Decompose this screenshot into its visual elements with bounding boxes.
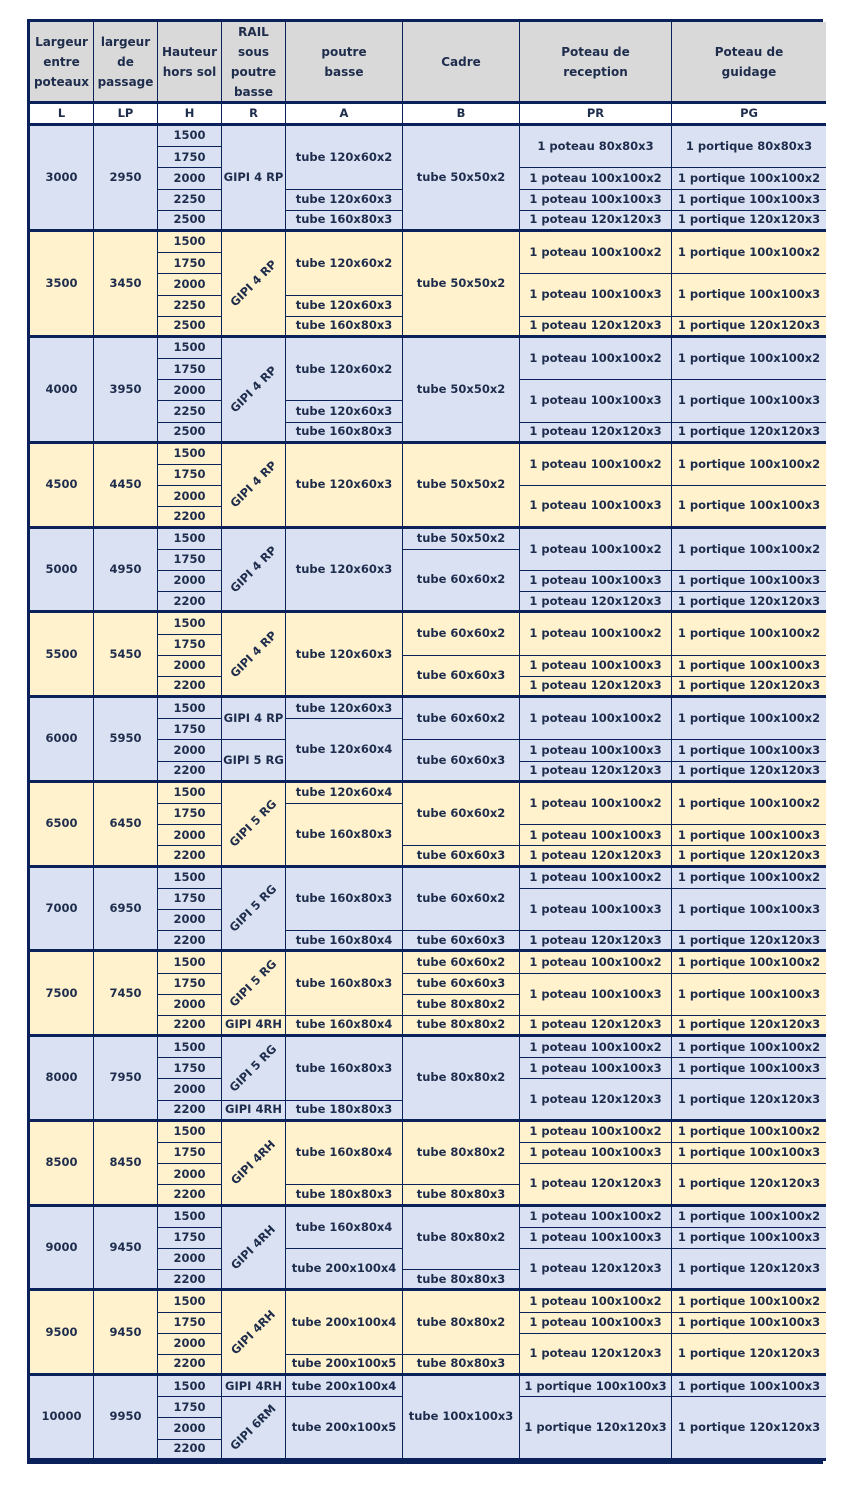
rail-label-rotated: GIPI 4 RP — [227, 256, 280, 310]
cell-cadre: tube 60x60x2 — [403, 550, 520, 614]
cell-poutre-basse: tube 120x60x3 — [286, 190, 403, 211]
header-poteau-reception: Poteau de reception — [520, 22, 672, 104]
cell-poteau-reception: 1 poteau 100x100x2 — [520, 868, 672, 889]
cell-h: 1750 — [158, 804, 222, 825]
cell-h: 1750 — [158, 1228, 222, 1249]
cell-poteau-guidage: 1 portique 100x100x3 — [672, 889, 826, 931]
header-hauteur: Hauteur hors sol — [158, 22, 222, 104]
cell-poteau-guidage: 1 portique 100x100x2 — [672, 1207, 826, 1228]
cell-h: 2200 — [158, 846, 222, 867]
cell-poutre-basse: tube 160x80x3 — [286, 211, 403, 232]
cell-h: 2200 — [158, 1101, 222, 1122]
cell-poteau-guidage: 1 portique 100x100x3 — [672, 571, 826, 592]
cell-cadre: tube 50x50x2 — [403, 126, 520, 232]
cell-h: 2000 — [158, 1079, 222, 1100]
cell-l: 10000 — [30, 1376, 94, 1461]
cell-h: 2000 — [158, 825, 222, 846]
cell-poteau-reception: 1 poteau 100x100x2 — [520, 952, 672, 973]
cell-poteau-reception: 1 poteau 120x120x3 — [520, 423, 672, 444]
cell-h: 1750 — [158, 1143, 222, 1164]
cell-poutre-basse: tube 120x60x4 — [286, 719, 403, 783]
abbr-pg: PG — [672, 104, 826, 126]
cell-h: 1500 — [158, 868, 222, 889]
cell-lp: 6450 — [94, 783, 158, 868]
cell-poutre-basse: tube 120x60x3 — [286, 529, 403, 614]
abbr-h: H — [158, 104, 222, 126]
cell-h: 2500 — [158, 211, 222, 232]
cell-poutre-basse: tube 160x80x3 — [286, 1037, 403, 1101]
cell-rail: GIPI 4 RP — [222, 126, 286, 232]
cell-h: 1500 — [158, 1376, 222, 1397]
cell-lp: 9450 — [94, 1207, 158, 1292]
cell-h: 2200 — [158, 592, 222, 613]
cell-l: 3000 — [30, 126, 94, 232]
cell-cadre: tube 80x80x3 — [403, 1270, 520, 1291]
cell-h: 2200 — [158, 507, 222, 528]
cell-h: 1500 — [158, 338, 222, 359]
cell-cadre: tube 100x100x3 — [403, 1376, 520, 1461]
cell-cadre: tube 50x50x2 — [403, 232, 520, 338]
cell-h: 1750 — [158, 1397, 222, 1418]
cell-h: 1750 — [158, 550, 222, 571]
cell-rail: GIPI 4 RP — [222, 698, 286, 740]
rail-label-rotated: GIPI 5 RG — [226, 881, 280, 935]
cell-h: 1500 — [158, 783, 222, 804]
cell-cadre: tube 50x50x2 — [403, 529, 520, 550]
cell-cadre: tube 80x80x2 — [403, 1037, 520, 1122]
cell-poteau-reception: 1 poteau 120x120x3 — [520, 317, 672, 338]
rail-label-rotated: GIPI 5 RG — [226, 956, 280, 1010]
cell-h: 2200 — [158, 1355, 222, 1376]
abbr-a: A — [286, 104, 403, 126]
rail-label-rotated: GIPI 4RH — [227, 1306, 279, 1357]
cell-poteau-reception: 1 poteau 120x120x3 — [520, 931, 672, 952]
cell-l: 3500 — [30, 232, 94, 338]
cell-rail — [222, 1397, 286, 1461]
cell-h: 1750 — [158, 465, 222, 486]
cell-poteau-guidage: 1 portique 100x100x3 — [672, 825, 826, 846]
cell-h: 2200 — [158, 931, 222, 952]
cell-l: 6500 — [30, 783, 94, 868]
cell-h: 2000 — [158, 740, 222, 761]
cell-rail — [222, 783, 286, 868]
cell-poutre-basse: tube 120x60x3 — [286, 698, 403, 719]
cell-h: 2250 — [158, 296, 222, 317]
cell-poteau-guidage: 1 portique 100x100x3 — [672, 274, 826, 316]
cell-poteau-guidage: 1 portique 100x100x3 — [672, 380, 826, 422]
cell-poteau-guidage: 1 portique 120x120x3 — [672, 317, 826, 338]
rail-label-rotated: GIPI 4 RP — [227, 542, 280, 596]
cell-lp: 4450 — [94, 444, 158, 529]
cell-poutre-basse: tube 200x100x4 — [286, 1291, 403, 1355]
cell-lp: 3950 — [94, 338, 158, 444]
header-largeur-passage: largeur de passage — [94, 22, 158, 104]
cell-cadre: tube 60x60x3 — [403, 931, 520, 952]
cell-poteau-guidage: 1 portique 100x100x2 — [672, 952, 826, 973]
rail-label-rotated: GIPI 5 RG — [226, 796, 280, 850]
cell-cadre: tube 60x60x3 — [403, 846, 520, 867]
cell-cadre: tube 60x60x2 — [403, 952, 520, 973]
rail-label-rotated: GIPI 6RM — [227, 1401, 279, 1453]
cell-l: 8500 — [30, 1122, 94, 1207]
cell-cadre: tube 80x80x3 — [403, 1185, 520, 1206]
cell-lp: 7950 — [94, 1037, 158, 1122]
cell-poteau-guidage: 1 portique 120x120x3 — [672, 846, 826, 867]
cell-poteau-reception: 1 poteau 100x100x3 — [520, 656, 672, 677]
cell-lp: 5950 — [94, 698, 158, 783]
cell-poutre-basse: tube 120x60x3 — [286, 444, 403, 529]
cell-poteau-reception: 1 poteau 100x100x2 — [520, 1291, 672, 1312]
cell-poteau-reception: 1 poteau 100x100x2 — [520, 232, 672, 274]
cell-h: 2000 — [158, 656, 222, 677]
cell-lp: 9950 — [94, 1376, 158, 1461]
cell-poteau-reception: 1 poteau 80x80x3 — [520, 126, 672, 168]
cell-h: 2000 — [158, 274, 222, 295]
cell-poteau-reception: 1 poteau 100x100x2 — [520, 1122, 672, 1143]
cell-poteau-guidage: 1 portique 100x100x2 — [672, 1037, 826, 1058]
header-largeur-entre-poteaux: Largeur entre poteaux — [30, 22, 94, 104]
cell-poteau-reception: 1 poteau 120x120x3 — [520, 592, 672, 613]
abbr-pr: PR — [520, 104, 672, 126]
cell-rail: GIPI 5 RG — [222, 740, 286, 782]
cell-rail — [222, 444, 286, 529]
cell-poutre-basse: tube 120x60x3 — [286, 613, 403, 698]
cell-poteau-guidage: 1 portique 120x120x3 — [672, 592, 826, 613]
cell-poteau-reception: 1 poteau 120x120x3 — [520, 1079, 672, 1121]
cell-poutre-basse: tube 160x80x3 — [286, 868, 403, 932]
cell-h: 1500 — [158, 1037, 222, 1058]
cell-h: 2200 — [158, 1185, 222, 1206]
cell-cadre: tube 60x60x2 — [403, 868, 520, 932]
cell-l: 4000 — [30, 338, 94, 444]
rail-label-rotated: GIPI 4 RP — [227, 458, 280, 511]
cell-cadre: tube 60x60x2 — [403, 613, 520, 655]
cell-lp: 7450 — [94, 952, 158, 1037]
cell-poteau-reception: 1 poteau 120x120x3 — [520, 1249, 672, 1291]
cell-cadre: tube 80x80x2 — [403, 1122, 520, 1186]
cell-poteau-reception: 1 poteau 100x100x2 — [520, 1037, 672, 1058]
cell-h: 2250 — [158, 190, 222, 211]
cell-poutre-basse: tube 120x60x2 — [286, 338, 403, 402]
cell-poteau-guidage: 1 portique 100x100x2 — [672, 232, 826, 274]
abbr-lp: LP — [94, 104, 158, 126]
cell-lp: 6950 — [94, 868, 158, 953]
cell-h: 2250 — [158, 401, 222, 422]
cell-h: 2200 — [158, 677, 222, 698]
cell-h: 1500 — [158, 529, 222, 550]
cell-h: 1500 — [158, 232, 222, 253]
cell-cadre: tube 60x60x3 — [403, 740, 520, 782]
cell-h: 2000 — [158, 910, 222, 931]
cell-poteau-guidage: 1 portique 100x100x2 — [672, 1122, 826, 1143]
cell-poteau-guidage: 1 portique 100x100x3 — [672, 1058, 826, 1079]
cell-poteau-reception: 1 poteau 120x120x3 — [520, 762, 672, 783]
cell-h: 2000 — [158, 1334, 222, 1355]
cell-poteau-reception: 1 poteau 100x100x2 — [520, 1207, 672, 1228]
header-poteau-guidage: Poteau de guidage — [672, 22, 826, 104]
cell-poteau-reception: 1 poteau 100x100x2 — [520, 168, 672, 189]
cell-poutre-basse: tube 160x80x3 — [286, 317, 403, 338]
cell-h: 2000 — [158, 380, 222, 401]
cell-h: 2200 — [158, 762, 222, 783]
cell-cadre: tube 60x60x3 — [403, 974, 520, 995]
cell-poutre-basse: tube 120x60x2 — [286, 232, 403, 296]
cell-l: 6000 — [30, 698, 94, 783]
cell-poutre-basse: tube 180x80x3 — [286, 1101, 403, 1122]
cell-poutre-basse: tube 160x80x3 — [286, 804, 403, 868]
cell-poteau-reception: 1 poteau 100x100x3 — [520, 571, 672, 592]
cell-poteau-reception: 1 poteau 120x120x3 — [520, 846, 672, 867]
cell-poutre-basse: tube 160x80x4 — [286, 1016, 403, 1037]
cell-poteau-guidage: 1 portique 100x100x3 — [672, 974, 826, 1016]
rail-label-rotated: GIPI 5 RG — [226, 1041, 280, 1095]
cell-poteau-reception: 1 poteau 100x100x3 — [520, 1313, 672, 1334]
cell-poteau-guidage: 1 portique 100x100x3 — [672, 486, 826, 528]
cell-rail — [222, 529, 286, 614]
abbr-r: R — [222, 104, 286, 126]
cell-poteau-guidage: 1 portique 100x100x2 — [672, 613, 826, 655]
cell-h: 2000 — [158, 486, 222, 507]
header-rail: RAIL sous poutre basse — [222, 22, 286, 104]
cell-poteau-reception: 1 poteau 100x100x3 — [520, 274, 672, 316]
cell-h: 1750 — [158, 359, 222, 380]
cell-poteau-guidage: 1 portique 100x100x2 — [672, 783, 826, 825]
cell-h: 1750 — [158, 719, 222, 740]
cell-poteau-reception: 1 poteau 100x100x3 — [520, 190, 672, 211]
abbr-l: L — [30, 104, 94, 126]
cell-h: 2000 — [158, 1164, 222, 1185]
cell-h: 1500 — [158, 698, 222, 719]
cell-poteau-reception: 1 poteau 120x120x3 — [520, 1164, 672, 1206]
cell-lp: 9450 — [94, 1291, 158, 1376]
cell-lp: 4950 — [94, 529, 158, 614]
cell-cadre: tube 60x60x3 — [403, 656, 520, 698]
cell-poteau-guidage: 1 portique 100x100x2 — [672, 1291, 826, 1312]
cell-l: 7000 — [30, 868, 94, 953]
cell-poteau-guidage: 1 portique 120x120x3 — [672, 762, 826, 783]
cell-rail — [222, 1291, 286, 1376]
cell-poutre-basse: tube 200x100x5 — [286, 1397, 403, 1461]
cell-poutre-basse: tube 160x80x4 — [286, 1207, 403, 1249]
cell-poteau-reception: 1 poteau 100x100x3 — [520, 486, 672, 528]
cell-l: 9000 — [30, 1207, 94, 1292]
cell-cadre: tube 80x80x2 — [403, 1016, 520, 1037]
cell-h: 1750 — [158, 147, 222, 168]
cell-poteau-guidage: 1 portique 100x100x2 — [672, 868, 826, 889]
cell-poteau-guidage: 1 portique 100x100x3 — [672, 1228, 826, 1249]
cell-poteau-reception: 1 poteau 100x100x2 — [520, 613, 672, 655]
cell-lp: 3450 — [94, 232, 158, 338]
cell-h: 1750 — [158, 1313, 222, 1334]
cell-h: 1500 — [158, 952, 222, 973]
cell-cadre: tube 80x80x2 — [403, 1291, 520, 1355]
cell-l: 7500 — [30, 952, 94, 1037]
cell-h: 1500 — [158, 1207, 222, 1228]
cell-poteau-guidage: 1 portique 100x100x2 — [672, 338, 826, 380]
cell-poteau-reception: 1 poteau 100x100x3 — [520, 1228, 672, 1249]
cell-poutre-basse: tube 160x80x4 — [286, 1122, 403, 1186]
rail-label-rotated: GIPI 4 RP — [227, 362, 280, 415]
cell-poutre-basse: tube 160x80x3 — [286, 952, 403, 1016]
cell-poutre-basse: tube 160x80x3 — [286, 423, 403, 444]
cell-poteau-reception: 1 poteau 120x120x3 — [520, 1334, 672, 1376]
cell-poteau-guidage: 1 portique 120x120x3 — [672, 423, 826, 444]
cell-cadre: tube 60x60x2 — [403, 698, 520, 740]
cell-l: 8000 — [30, 1037, 94, 1122]
cell-poteau-reception: 1 poteau 120x120x3 — [520, 677, 672, 698]
cell-poteau-reception: 1 poteau 100x100x3 — [520, 889, 672, 931]
cell-h: 2200 — [158, 1016, 222, 1037]
cell-h: 2200 — [158, 1440, 222, 1461]
cell-cadre: tube 80x80x2 — [403, 1207, 520, 1271]
cell-l: 4500 — [30, 444, 94, 529]
rail-label-rotated: GIPI 4 RP — [227, 627, 280, 680]
cell-h: 2000 — [158, 1249, 222, 1270]
dimension-table — [27, 19, 823, 1464]
cell-poteau-guidage: 1 portique 120x120x3 — [672, 211, 826, 232]
cell-poutre-basse: tube 120x60x2 — [286, 126, 403, 190]
cell-cadre: tube 50x50x2 — [403, 338, 520, 444]
cell-cadre: tube 60x60x2 — [403, 783, 520, 847]
cell-poteau-reception: 1 poteau 100x100x2 — [520, 529, 672, 571]
cell-rail: GIPI 4RH — [222, 1101, 286, 1122]
cell-h: 1500 — [158, 126, 222, 147]
header-cadre: Cadre — [403, 22, 520, 104]
cell-rail: GIPI 4RH — [222, 1016, 286, 1037]
cell-poteau-reception: 1 poteau 100x100x2 — [520, 444, 672, 486]
cell-rail: GIPI 4RH — [222, 1376, 286, 1397]
cell-h: 1500 — [158, 613, 222, 634]
cell-poteau-guidage: 1 portique 120x120x3 — [672, 1249, 826, 1291]
cell-poteau-reception: 1 portique 120x120x3 — [520, 1397, 672, 1461]
cell-poutre-basse: tube 120x60x3 — [286, 296, 403, 317]
cell-poteau-reception: 1 poteau 100x100x3 — [520, 380, 672, 422]
cell-poteau-guidage: 1 portique 120x120x3 — [672, 1016, 826, 1037]
cell-poteau-reception: 1 poteau 100x100x3 — [520, 1058, 672, 1079]
cell-cadre: tube 80x80x2 — [403, 995, 520, 1016]
cell-h: 1500 — [158, 1122, 222, 1143]
cell-poteau-guidage: 1 portique 100x100x2 — [672, 529, 826, 571]
cell-lp: 5450 — [94, 613, 158, 698]
cell-poteau-guidage: 1 portique 120x120x3 — [672, 677, 826, 698]
cell-rail — [222, 338, 286, 444]
cell-poteau-guidage: 1 portique 100x100x3 — [672, 1313, 826, 1334]
cell-poutre-basse: tube 180x80x3 — [286, 1185, 403, 1206]
abbr-b: B — [403, 104, 520, 126]
cell-rail — [222, 1122, 286, 1207]
rail-label-rotated: GIPI 4RH — [227, 1221, 279, 1273]
cell-poteau-guidage: 1 portique 100x100x3 — [672, 190, 826, 211]
cell-poteau-guidage: 1 portique 100x100x3 — [672, 1376, 826, 1397]
cell-poteau-guidage: 1 portique 120x120x3 — [672, 1334, 826, 1376]
cell-h: 1750 — [158, 635, 222, 656]
cell-cadre: tube 80x80x3 — [403, 1355, 520, 1376]
cell-h: 2000 — [158, 168, 222, 189]
cell-poteau-reception: 1 poteau 100x100x3 — [520, 1143, 672, 1164]
cell-rail — [222, 1207, 286, 1292]
cell-poteau-reception: 1 poteau 120x120x3 — [520, 211, 672, 232]
cell-poutre-basse: tube 120x60x3 — [286, 401, 403, 422]
header-poutre-basse: poutre basse — [286, 22, 403, 104]
cell-poteau-guidage: 1 portique 120x120x3 — [672, 931, 826, 952]
cell-h: 1750 — [158, 1058, 222, 1079]
cell-poteau-guidage: 1 portique 120x120x3 — [672, 1397, 826, 1461]
cell-h: 2200 — [158, 1270, 222, 1291]
cell-poteau-guidage: 1 portique 100x100x2 — [672, 168, 826, 189]
cell-rail — [222, 613, 286, 698]
cell-poteau-reception: 1 poteau 120x120x3 — [520, 1016, 672, 1037]
cell-poutre-basse: tube 200x100x4 — [286, 1249, 403, 1291]
cell-h: 1750 — [158, 974, 222, 995]
cell-cadre: tube 50x50x2 — [403, 444, 520, 529]
cell-poteau-reception: 1 poteau 100x100x2 — [520, 338, 672, 380]
cell-l: 9500 — [30, 1291, 94, 1376]
cell-poutre-basse: tube 120x60x4 — [286, 783, 403, 804]
cell-rail — [222, 232, 286, 338]
cell-h: 2500 — [158, 317, 222, 338]
cell-poteau-reception: 1 portique 100x100x3 — [520, 1376, 672, 1397]
cell-poteau-guidage: 1 portique 100x100x3 — [672, 1143, 826, 1164]
rail-label-rotated: GIPI 4RH — [227, 1137, 279, 1188]
cell-poteau-reception: 1 poteau 100x100x3 — [520, 740, 672, 761]
cell-l: 5500 — [30, 613, 94, 698]
cell-h: 1500 — [158, 1291, 222, 1312]
cell-h: 2000 — [158, 571, 222, 592]
cell-rail — [222, 1037, 286, 1101]
cell-poteau-guidage: 1 portique 80x80x3 — [672, 126, 826, 168]
cell-poteau-reception: 1 poteau 100x100x3 — [520, 825, 672, 846]
cell-poteau-reception: 1 poteau 100x100x3 — [520, 974, 672, 1016]
cell-h: 1750 — [158, 889, 222, 910]
cell-poteau-guidage: 1 portique 120x120x3 — [672, 1164, 826, 1206]
cell-lp: 2950 — [94, 126, 158, 232]
cell-rail — [222, 868, 286, 953]
cell-poteau-guidage: 1 portique 100x100x2 — [672, 444, 826, 486]
cell-poutre-basse: tube 200x100x5 — [286, 1355, 403, 1376]
cell-h: 1500 — [158, 444, 222, 465]
cell-poteau-guidage: 1 portique 120x120x3 — [672, 1079, 826, 1121]
cell-h: 2000 — [158, 995, 222, 1016]
cell-poteau-reception: 1 poteau 100x100x2 — [520, 783, 672, 825]
cell-rail — [222, 952, 286, 1016]
cell-h: 2000 — [158, 1418, 222, 1439]
cell-poteau-guidage: 1 portique 100x100x2 — [672, 698, 826, 740]
cell-h: 2500 — [158, 423, 222, 444]
cell-poteau-guidage: 1 portique 100x100x3 — [672, 656, 826, 677]
cell-l: 5000 — [30, 529, 94, 614]
cell-poutre-basse: tube 200x100x4 — [286, 1376, 403, 1397]
cell-poutre-basse: tube 160x80x4 — [286, 931, 403, 952]
cell-lp: 8450 — [94, 1122, 158, 1207]
cell-poteau-reception: 1 poteau 100x100x2 — [520, 698, 672, 740]
cell-poteau-guidage: 1 portique 100x100x3 — [672, 740, 826, 761]
cell-h: 1750 — [158, 253, 222, 274]
